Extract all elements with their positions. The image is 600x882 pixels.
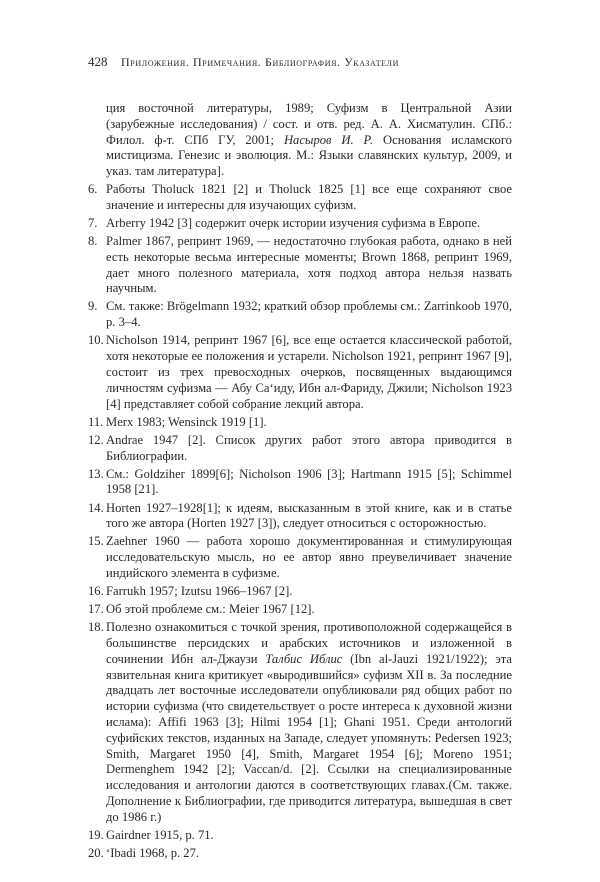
note-number: 10. [88, 333, 104, 348]
note-number: 11. [88, 414, 104, 429]
note-text: Merx 1983; Wensinck 1919 [1]. [106, 414, 267, 429]
note-text: Основания исламского мистицизма. Генезис и эволюция. М.: Языки славянских культур, 2009, и указ. там литература]. [106, 132, 512, 179]
note-number: 6. [88, 181, 98, 196]
note-text: Nicholson 1914, репринт 1967 [6], все еще остается классической работой, хотя некоторые ее положения и устарели. Nicholson 1921, репринт 1967 [9], состоит из трех превосходных очерков, посвященных выдающимся личностям суфизма — Абу Са‘иду, Ибн ал-Фариду, Джили; Nicholson 1923 [4] представляет собой собрание лекций автора. [106, 333, 512, 411]
note-number: 14. [88, 500, 104, 515]
note-10 [88, 333, 512, 412]
note-number: 17. [88, 602, 104, 617]
note-number: 16. [88, 584, 104, 599]
note-6 [88, 182, 512, 214]
note-text: ция восточной литературы, 1989; Суфизм в Центральной Азии (зарубежные исследования) / сост. и отв. ред. А. А. Хисматулин. СПб.: Филол. ф-т. СПб ГУ, 2001; [106, 101, 512, 147]
note-text: Gairdner 1915, p. 71. [106, 827, 214, 842]
note-8 [88, 234, 512, 297]
note-number: 20. [88, 846, 104, 861]
note-text: Об этой проблеме см.: Meier 1967 [12]. [106, 602, 315, 617]
note-12 [88, 433, 512, 465]
note-text: См.: Goldziher 1899[6]; Nicholson 1906 [3]; Hartmann 1915 [5]; Schimmel 1958 [21]. [106, 466, 512, 497]
note-number: 9. [88, 299, 98, 314]
note-text: (Ibn al-Jauzi 1921/1922); эта язвительная книга критикует «выродившийся» суфизм XII в. За последние двадцать лет восточные исследователи опубликовали ряд общих работ по истории суфизма (что свидетельствует о росте интереса к духовной жизни ислама): Affifi 1963 [3]; Hilmi 1954 [1]; Ghani 1951. Среди антологий суфийских текстов, изданных на Западе, следует упомянуть: Pedersen 1923; Smith, Margaret 1950 [4], Smith, Margaret 1954 [6]; Moreno 1951; Dermenghem 1942 [2]; Vaccan/d. [2]. Ссылки на специализированные исследования и антологии даются в соответствующих главах.(См. также. Дополнение к Библиографии, где приводится литература, вышедшая в свет до 1986 г.) [106, 651, 512, 824]
running-head: Приложения. Примечания. Библиография. Указатели [121, 55, 399, 69]
note-number: 7. [88, 215, 98, 230]
note-text: Zaehner 1960 — работа хорошо документированная и стимулирующая исследовательскую мысль, но ее автор явно преувеличивает значение индийского элемента в суфизме. [106, 534, 512, 580]
note-text: ‘Ibadi 1968, p. 27. [106, 846, 200, 861]
note-number: 15. [88, 534, 104, 549]
note-text: Работы Tholuck 1821 [2] и Tholuck 1825 [1] все еще сохраняют свое значение и интересны для изучающих суфизм. [106, 181, 512, 212]
note-18 [88, 620, 512, 825]
note-number: 13. [88, 466, 104, 481]
note-text: Palmer 1867, репринт 1969, — недостаточно глубокая работа, однако в ней есть некоторые весьма интересные моменты; Brown 1868, репринт 1969, дает много полезного материала, хотя подход автора нельзя назвать научным. [106, 233, 512, 296]
page-number: 428 [88, 54, 108, 69]
note-13 [88, 467, 512, 499]
note-7 [88, 216, 512, 232]
note-text: Horten 1927–1928[1]; к идеям, высказанным в этой книге, как и в статье того же автора (Horten 1927 [3]), следует относиться с осторожностью. [106, 500, 512, 531]
note-20 [88, 846, 512, 862]
note-17 [88, 602, 512, 618]
note-11 [88, 415, 512, 431]
note-number: 8. [88, 233, 98, 248]
note-text: См. также: Brögelmann 1932; краткий обзор проблемы см.: Zarrinkoob 1970, p. 3–4. [106, 299, 512, 330]
continued-note [88, 101, 512, 180]
note-author-italic: Насыров И. Р. [283, 132, 374, 147]
note-16 [88, 584, 512, 600]
note-9 [88, 299, 512, 331]
note-14 [88, 501, 512, 533]
note-text: Andrae 1947 [2]. Список других работ этого автора приводится в Библиографии. [106, 432, 512, 463]
note-19 [88, 828, 512, 844]
note-text: Arberry 1942 [3] содержит очерк истории изучения суфизма в Европе. [106, 215, 481, 230]
note-text: Farrukh 1957; Izutsu 1966–1967 [2]. [106, 584, 293, 599]
note-number: 19. [88, 827, 104, 842]
note-number: 18. [88, 620, 104, 635]
note-text: Полезно ознакомиться с точкой зрения, противоположной содержащейся в большинстве персидских и арабских источников и изложенной в сочинении Ибн ал-Джаузи [106, 620, 512, 666]
note-15 [88, 534, 512, 581]
note-title-italic: Талбис Иблис [265, 651, 343, 666]
notes-body [88, 101, 512, 864]
note-number: 12. [88, 432, 104, 447]
